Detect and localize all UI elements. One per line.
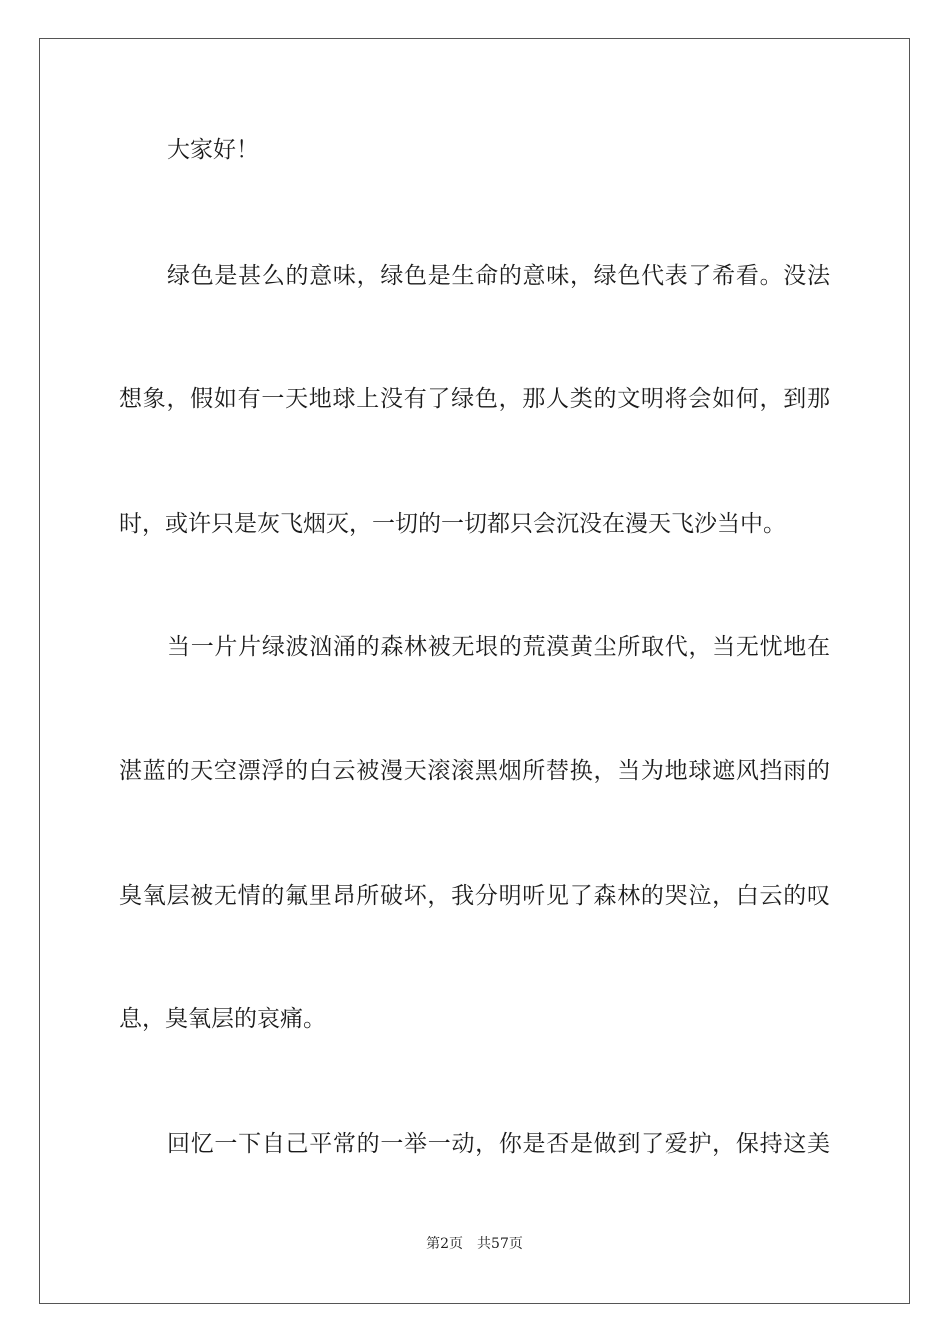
- total-pages: 共57页: [477, 1236, 523, 1252]
- paragraph-1-line-3: 时，或许只是灰飞烟灭，一切的一切都只会沉没在漫天飞沙当中。: [119, 511, 786, 537]
- paragraph-2-line-2: 湛蓝的天空漂浮的白云被漫天滚滚黑烟所替换，当为地球遮风挡雨的: [119, 758, 830, 784]
- document-page: [39, 38, 910, 1304]
- paragraph-1-line-1: 绿色是甚么的意味，绿色是生命的意味，绿色代表了希看。没法: [167, 263, 830, 289]
- greeting-line: 大家好！: [167, 137, 259, 163]
- paragraph-3-line-1: 回忆一下自己平常的一举一动，你是否是做到了爱护，保持这美: [167, 1131, 830, 1157]
- paragraph-2-line-1: 当一片片绿波汹涌的森林被无垠的荒漠黄尘所取代，当无忧地在: [167, 634, 830, 660]
- paragraph-2-line-3: 臭氧层被无情的氟里昂所破坏，我分明听见了森林的哭泣，白云的叹: [119, 883, 830, 909]
- paragraph-2-line-4: 息，臭氧层的哀痛。: [119, 1006, 326, 1032]
- paragraph-1-line-2: 想象，假如有一天地球上没有了绿色，那人类的文明将会如何，到那: [119, 386, 830, 412]
- page-number: 第2页: [426, 1236, 464, 1252]
- page-footer: [40, 1235, 909, 1253]
